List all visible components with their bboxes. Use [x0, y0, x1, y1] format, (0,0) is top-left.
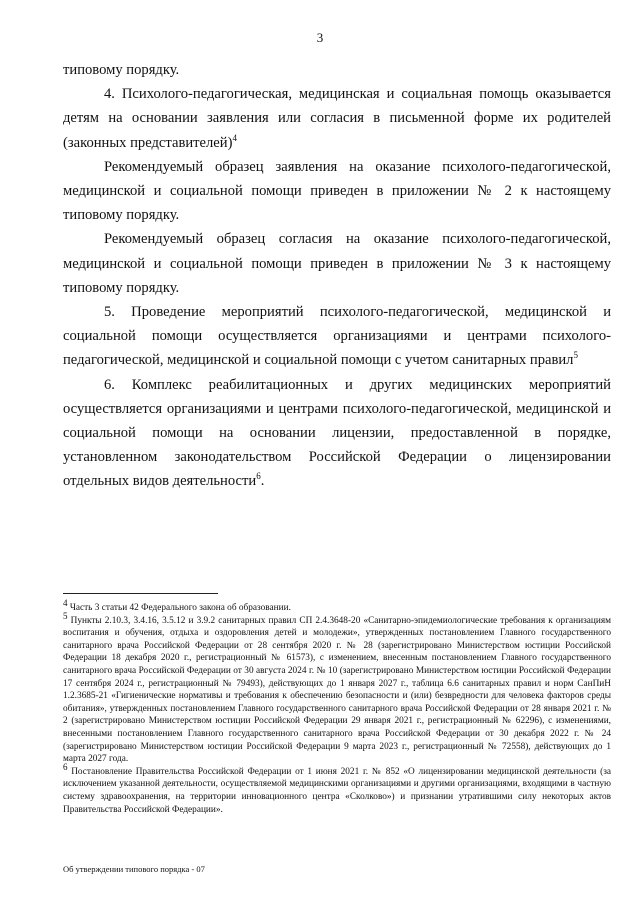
footnote-4: $^4$ Часть 3 статьи 42 Федерального закона об образовании. [63, 597, 291, 613]
body-text [63, 58, 611, 494]
page-number: 3 [316, 30, 324, 45]
paragraph-consent-sample: Рекомендуемый образец согласия на оказание психолого-педагогической, медицинской и социальной помощи приведен в приложении № 3 к настоящему типовому порядку. [63, 231, 611, 296]
footnote-ref-6[interactable]: 6 [256, 471, 261, 482]
footnote-divider [63, 593, 218, 594]
footnote-ref-4[interactable]: 4 [232, 132, 237, 143]
footnotes [63, 597, 611, 816]
document-footer: Об утверждении типового порядка - 07 [63, 864, 205, 874]
footnote-6: $^6$ Постановление Правительства Российской Федерации от 1 июня 2021 г. № 852 «О лицензировании медицинской деятельности (за исключением указанной деятельности, осуществляемой медицинскими организациями и другими организациями, входящими в частную систему здравоохранения, на территории инновационного центра «Сколково») и признании утратившими силу некоторых актов Правительства Российской Федерации». [63, 761, 611, 815]
footnote-ref-5[interactable]: 5 [573, 350, 578, 361]
paragraph-application-sample: Рекомендуемый образец заявления на оказание психолого-педагогической, медицинской и социальной помощи приведен в приложении № 2 к настоящему типовому порядку. [63, 158, 611, 224]
paragraph-5: 5. Проведение мероприятий психолого-педагогической, медицинской и социальной помощи осуществляется организациями и центрами психолого-педагогической, медицинской и социальной помощи с учетом санитарных правил$^5$ [63, 304, 611, 369]
footnote-5: $^5$ Пункты 2.10.3, 3.4.16, 3.5.12 и 3.9.2 санитарных правил СП 2.4.3648-20 «Санитарно-эпидемиологические требования к организациям воспитания и обучения, отдыха и оздоровления детей и молодежи», утвержденных постановлением Главного государственного санитарного врача Российской Федерации от 28 сентября 2020 г. № 28 (зарегистрировано Министерством юстиции Российской Федерации 18 декабря 2020 г., регистрационный № 61573), с изменением, внесенным постановлением Главного государственного санитарного врача Российской Федерации от 30 августа 2024 г. № 10 (зарегистрировано Министерством юстиции Российской Федерации 17 сентября 2024 г., регистрационный № 79493), действующих до 1 января 2027 г., таблица 6.6 санитарных правил и норм СанПиН 1.2.3685-21 «Гигиенические нормативы и требования к обеспечению безопасности и (или) безвредности для человека факторов среды обитания», утвержденных постановлением Главного государственного санитарного врача Российской Федерации от 28 января 2021 г. № 2 (зарегистрировано Министерством юстиции Российской Федерации 29 января 2021 г., регистрационный № 62296), с изменениями, внесенными постановлением Главного государственного санитарного врача Российской Федерации от 30 декабря 2022 г. № 24 (зарегистрировано Министерством юстиции Российской Федерации 9 марта 2023 г., регистрационный № 72558), действующих до 1 марта 2027 года. [63, 610, 611, 765]
paragraph-continuation: типовому порядку. [63, 62, 180, 78]
paragraph-6: 6. Комплекс реабилитационных и других медицинских мероприятий осуществляется организациями и центрами психолого-педагогической, медицинской и социальной помощи на основании лицензии, предоставленной в порядке, установленном законодательством Российской Федерации о лицензировании отдельных видов деятельности$^6$. [63, 376, 611, 490]
paragraph-4: 4. Психолого-педагогическая, медицинская и социальная помощь оказывается детям на основании заявления или согласия в письменной форме их родителей (законных представителей)$^4$ [63, 86, 611, 151]
